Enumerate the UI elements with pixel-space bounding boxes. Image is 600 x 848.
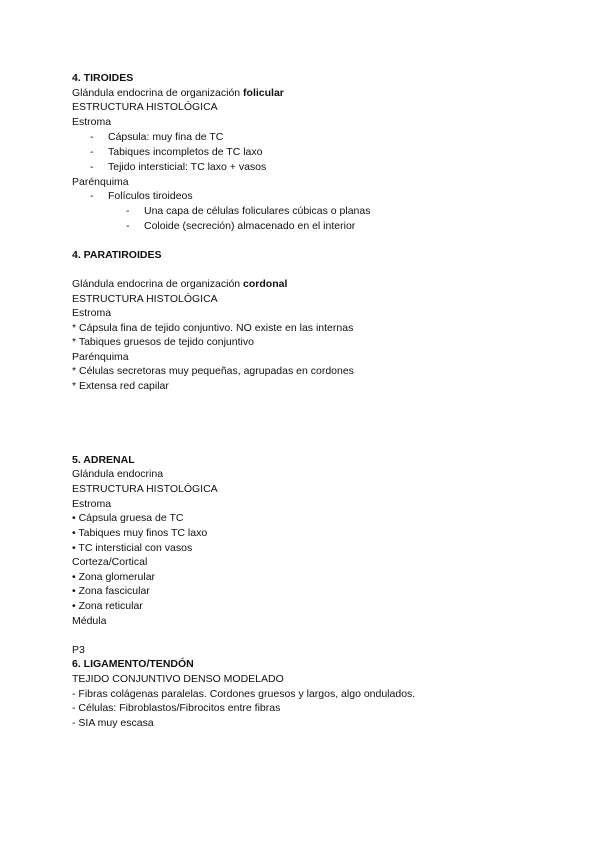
paratiroides-description: Glándula endocrina de organización cordonal	[72, 278, 288, 290]
list-dash: -	[126, 220, 130, 232]
list-dash: -	[90, 190, 94, 202]
paratiroides-parenquima: Parénquima	[72, 351, 129, 363]
paratiroides-estroma-item: * Tabiques gruesos de tejido conjuntivo	[72, 336, 254, 348]
adrenal-estructura: ESTRUCTURA HISTOLÓGICA	[72, 483, 218, 495]
tiroides-description: Glándula endocrina de organización folicular	[72, 87, 284, 99]
ligamento-tejido: TEJIDO CONJUNTIVO DENSO MODELADO	[72, 673, 284, 685]
adrenal-estroma-item: • TC intersticial con vasos	[72, 542, 193, 554]
adrenal-corteza: Corteza/Cortical	[72, 556, 148, 568]
tiroides-estroma-item: Cápsula: muy fina de TC	[108, 131, 224, 143]
adrenal-corteza-item: • Zona reticular	[72, 600, 143, 612]
list-dash: -	[126, 205, 130, 217]
adrenal-estroma: Estroma	[72, 498, 112, 510]
list-dash: -	[90, 131, 94, 143]
paratiroides-estructura: ESTRUCTURA HISTOLÓGICA	[72, 293, 218, 305]
adrenal-estroma-item: • Tabiques muy finos TC laxo	[72, 527, 208, 539]
adrenal-title: 5. ADRENAL	[72, 454, 135, 466]
adrenal-estroma-item: • Cápsula gruesa de TC	[72, 512, 184, 524]
tiroides-parenquima: Parénquima	[72, 176, 129, 188]
tiroides-estroma-item: Tejido intersticial: TC laxo + vasos	[108, 161, 267, 173]
adrenal-corteza-item: • Zona glomerular	[72, 571, 156, 583]
tiroides-estroma-item: Tabiques incompletos de TC laxo	[108, 146, 263, 158]
list-dash: -	[90, 161, 94, 173]
page-marker: P3	[72, 644, 85, 656]
paratiroides-parenquima-item: * Células secretoras muy pequeñas, agrupadas en cordones	[72, 365, 354, 377]
tiroides-subitem: Coloide (secreción) almacenado en el interior	[144, 220, 356, 232]
adrenal-medula: Médula	[72, 615, 107, 627]
adrenal-corteza-item: • Zona fascicular	[72, 585, 150, 597]
paratiroides-parenquima-item: * Extensa red capilar	[72, 380, 169, 392]
ligamento-item: - SIA muy escasa	[72, 717, 154, 729]
ligamento-title: 6. LIGAMENTO/TENDÓN	[72, 658, 194, 670]
ligamento-item: - Fibras colágenas paralelas. Cordones gruesos y largos, algo ondulados.	[72, 688, 416, 700]
tiroides-subitem: Una capa de células foliculares cúbicas o planas	[144, 205, 371, 217]
tiroides-estructura: ESTRUCTURA HISTOLÓGICA	[72, 101, 218, 113]
paratiroides-title: 4. PARATIROIDES	[72, 249, 162, 261]
paratiroides-estroma-item: * Cápsula fina de tejido conjuntivo. NO existe en las internas	[72, 322, 354, 334]
adrenal-description: Glándula endocrina	[72, 468, 164, 480]
tiroides-parenquima-item: Folículos tiroideos	[108, 190, 193, 202]
list-dash: -	[90, 146, 94, 158]
tiroides-estroma: Estroma	[72, 116, 112, 128]
ligamento-item: - Células: Fibroblastos/Fibrocitos entre fibras	[72, 702, 281, 714]
paratiroides-estroma: Estroma	[72, 307, 112, 319]
tiroides-title: 4. TIROIDES	[72, 72, 134, 84]
